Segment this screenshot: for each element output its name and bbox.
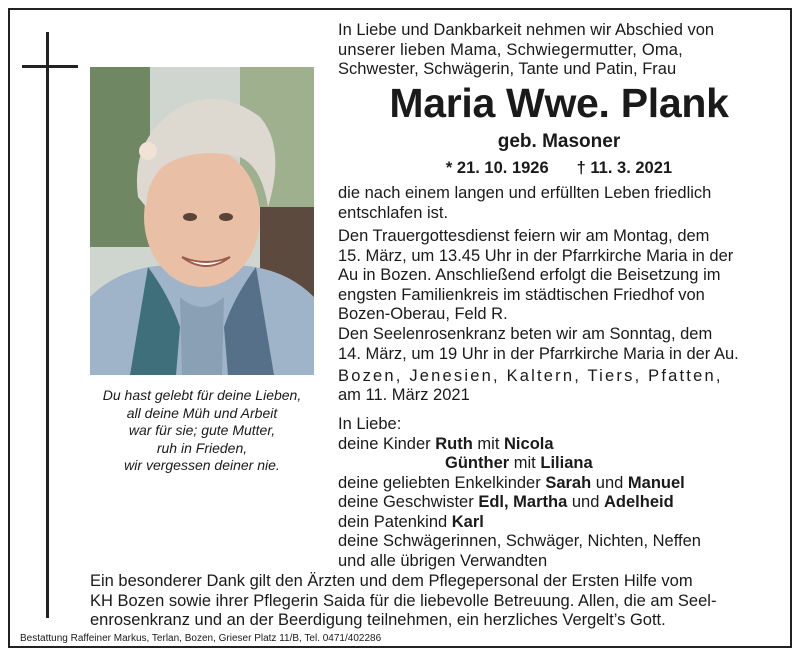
sibling-names: Edl, Martha [478,493,568,511]
children-prefix: deine Kinder [338,434,431,453]
godchild-name: Karl [451,512,484,531]
motto-line: ruh in Frieden, [156,439,248,456]
child-name: Günther [445,454,510,472]
grandchild-name: Manuel [627,473,685,492]
memorial-motto [86,387,318,475]
thanks-line: KH Bozen sowie ihrer Pflegerin Saida für die liebevolle Betreuung. Allen, die am Seel- [90,591,717,610]
portrait-illustration [90,67,314,375]
portrait-photo [90,67,314,375]
grandchildren-prefix: deine geliebten Enkelkinder [338,473,541,492]
intro-line: In Liebe und Dankbarkeit nehmen wir Abschied von [338,21,715,39]
text-line: engsten Familienkreis im städtischen Friedhof von [338,285,705,304]
intro-line: Schwester, Schwägerin, Tante und Patin, Frau [338,60,677,78]
thanks-text [90,572,780,631]
intro-text [338,21,780,80]
service-text [338,227,780,325]
text-line: 14. März, um 19 Uhr in der Pfarrkirche Maria in der Au. [338,344,739,363]
text-line: Den Trauergottesdienst feiern wir am Montag, dem [338,227,710,245]
text-line: Den Seelenrosenkranz beten wir am Sonntag, dem [338,325,713,343]
date-text: am 11. März 2021 [338,386,470,404]
motto-line: war für sie; gute Mutter, [128,422,276,438]
godchild-prefix: dein Patenkind [338,512,448,531]
passing-text [338,184,780,223]
rosary-text [338,325,780,364]
deceased-name: Maria Wwe. Plank [389,80,729,126]
motto-line: all deine Müh und Arbeit [126,404,278,421]
cross-icon-bar [22,65,78,68]
birth-date: * 21. 10. 1926 [445,159,549,177]
text-line: die nach einem langen und erfüllten Leben friedlich [338,184,712,202]
places-text [338,367,780,387]
grandchild-name: Sarah [545,473,592,492]
sibling-name: Adelheid [603,493,674,511]
and-word: und [595,473,624,492]
thanks-line: enrosenkranz und an der Beerdigung teilnehmen, ein herzliches Vergelt’s Gott. [90,611,666,629]
family-list [338,415,780,571]
family-godchild [338,513,780,533]
partner-name: Liliana [540,454,593,472]
family-children [338,435,780,455]
death-date: † 11. 3. 2021 [576,159,673,177]
cross-icon [46,32,49,618]
funeral-home-footer: Bestattung Raffeiner Markus, Terlan, Bozen, Grieser Platz 11/B, Tel. 0471/402286 [20,633,382,644]
text-line: Au in Bozen. Anschließend erfolgt die Beisetzung im [338,266,721,284]
child-name: Ruth [435,434,473,453]
family-heading: In Liebe: [338,415,402,433]
text-line: entschlafen ist. [338,203,449,222]
family-relatives: deine Schwägerinnen, Schwäger, Nichten, Neffen [338,532,701,550]
motto-line: wir vergessen deiner nie. [124,457,280,473]
intro-line: unserer lieben Mama, Schwiegermutter, Oma, [338,40,683,59]
with-word: mit [513,454,536,472]
and-word: und [571,493,600,511]
life-dates [338,158,780,178]
motto-line: Du hast gelebt für deine Lieben, [102,387,302,403]
siblings-prefix: deine Geschwister [338,493,474,511]
thanks-line: Ein besonderer Dank gilt den Ärzten und dem Pflegepersonal der Ersten Hilfe vom [90,572,693,590]
birth-name: geb. Masoner [497,131,621,152]
text-line: 15. März, um 13.45 Uhr in der Pfarrkirche Maria in der [338,246,734,265]
places-line: Bozen, Jenesien, Kaltern, Tiers, Pfatten, [338,367,723,385]
family-others: und alle übrigen Verwandten [338,551,548,570]
family-children-2 [338,454,780,474]
text-line: Bozen-Oberau, Feld R. [338,305,508,323]
partner-name: Nicola [504,434,554,453]
family-siblings [338,493,780,513]
family-grandchildren [338,474,780,494]
with-word: mit [477,434,500,453]
date-line [338,386,780,406]
